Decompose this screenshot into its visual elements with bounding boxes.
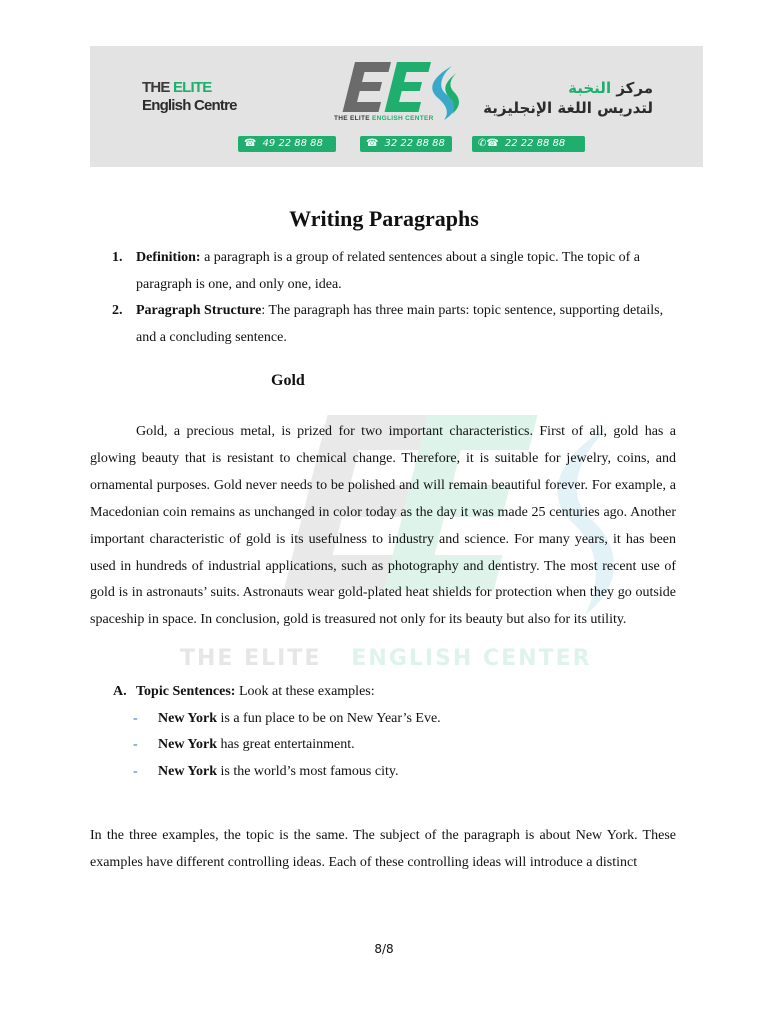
whatsapp-phone-icon: ✆☎	[478, 138, 499, 149]
list-term: Paragraph Structure	[136, 303, 262, 318]
body-paragraph: Gold, a precious metal, is prized for two important characteristics. First of all, gold has a glowing beauty that is resistant to chemical change. Therefore, it is suitable for jewelry, coins, and ornamental purposes. Gold never needs to be polished and will remain beautiful forever. For example, a Macedonian coin remains as unchanged in color today as the day it was made 25 centuries ago. Another important characteristic of gold is its usefulness to industry and science. For many years, it has been used in hundreds of industrial applications, such as photography and dentistry. The most recent use of gold is in astronauts’ suits. Astronauts wear gold-plated heat shields for protection when they go outside spaceship in space. In conclusion, gold is treasured not only for its beauty but also for its utility.	[90, 424, 676, 628]
bullet-item	[113, 706, 673, 733]
bullet-text: is a fun place to be on New Year’s Eve.	[216, 710, 441, 726]
brand-arabic	[483, 78, 653, 118]
phone-icon: ☎	[244, 138, 257, 149]
watermark-text	[180, 646, 592, 671]
list-term: Definition:	[136, 250, 201, 265]
body-paragraph-2: In the three examples, the topic is the same. The subject of the paragraph is about New York. These examples have different controlling ideas. Each of these controlling ideas will introduce a distinct	[90, 828, 676, 870]
brand-arabic-markaz: مركز	[611, 79, 653, 97]
topic-sentences-section	[113, 679, 673, 785]
bullet-text: is the world’s most famous city.	[216, 763, 399, 779]
section-letter: A.	[113, 684, 127, 699]
phone-icon: ☎	[366, 138, 379, 149]
watermark-the-elite: THE ELITE	[180, 646, 322, 671]
bullet-bold: New York	[158, 737, 217, 752]
definition-list	[112, 245, 682, 351]
brand-arabic-nukhba: النخبة	[568, 79, 612, 97]
bullet-item	[113, 759, 673, 786]
phone-badge	[360, 136, 452, 152]
bullet-item	[113, 732, 673, 759]
list-item	[112, 245, 682, 298]
section-term: Topic Sentences:	[136, 684, 236, 699]
brand-english	[142, 79, 237, 115]
dash-bullet-icon: -	[133, 763, 138, 779]
section-heading	[113, 679, 673, 706]
page-title: Writing Paragraphs	[289, 206, 479, 231]
brand-arabic-subtitle: لتدريس اللغة الإنجليزية	[483, 99, 653, 117]
brand-the: THE	[142, 79, 173, 96]
logo-caption-the-elite: THE ELITE	[334, 115, 373, 122]
brand-english-centre: English Centre	[142, 97, 237, 114]
bullet-bold: New York	[158, 710, 217, 726]
bullet-bold: New York	[158, 763, 217, 779]
watermark-english-center: ENGLISH CENTER	[351, 646, 592, 671]
list-text: : The paragraph has three main parts: topic sentence, supporting details, and a concluding sentence.	[136, 303, 664, 345]
brand-elite: ELITE	[172, 79, 212, 96]
phone-number: 22 22 88 88	[504, 138, 566, 149]
page-number: 8/8	[374, 942, 394, 956]
dash-bullet-icon: -	[133, 710, 138, 726]
list-text: a paragraph is a group of related sentences about a single topic. The topic of a paragraph is one, and only one, idea.	[136, 250, 640, 292]
section-text: Look at these examples:	[235, 684, 375, 699]
list-number: 1.	[112, 250, 123, 265]
phone-number: 32 22 88 88	[384, 138, 445, 149]
header-banner	[90, 46, 703, 167]
logo-caption	[334, 115, 469, 122]
bullet-text: has great entertainment.	[216, 737, 355, 752]
section-subtitle: Gold	[271, 372, 305, 389]
phone-badge	[472, 136, 585, 152]
list-item	[112, 298, 682, 351]
phone-number: 49 22 88 88	[262, 138, 323, 149]
logo-caption-english-center: ENGLISH CENTER	[372, 115, 434, 122]
list-number: 2.	[112, 303, 123, 318]
dash-bullet-icon: -	[133, 737, 138, 752]
phone-badge	[238, 136, 336, 152]
